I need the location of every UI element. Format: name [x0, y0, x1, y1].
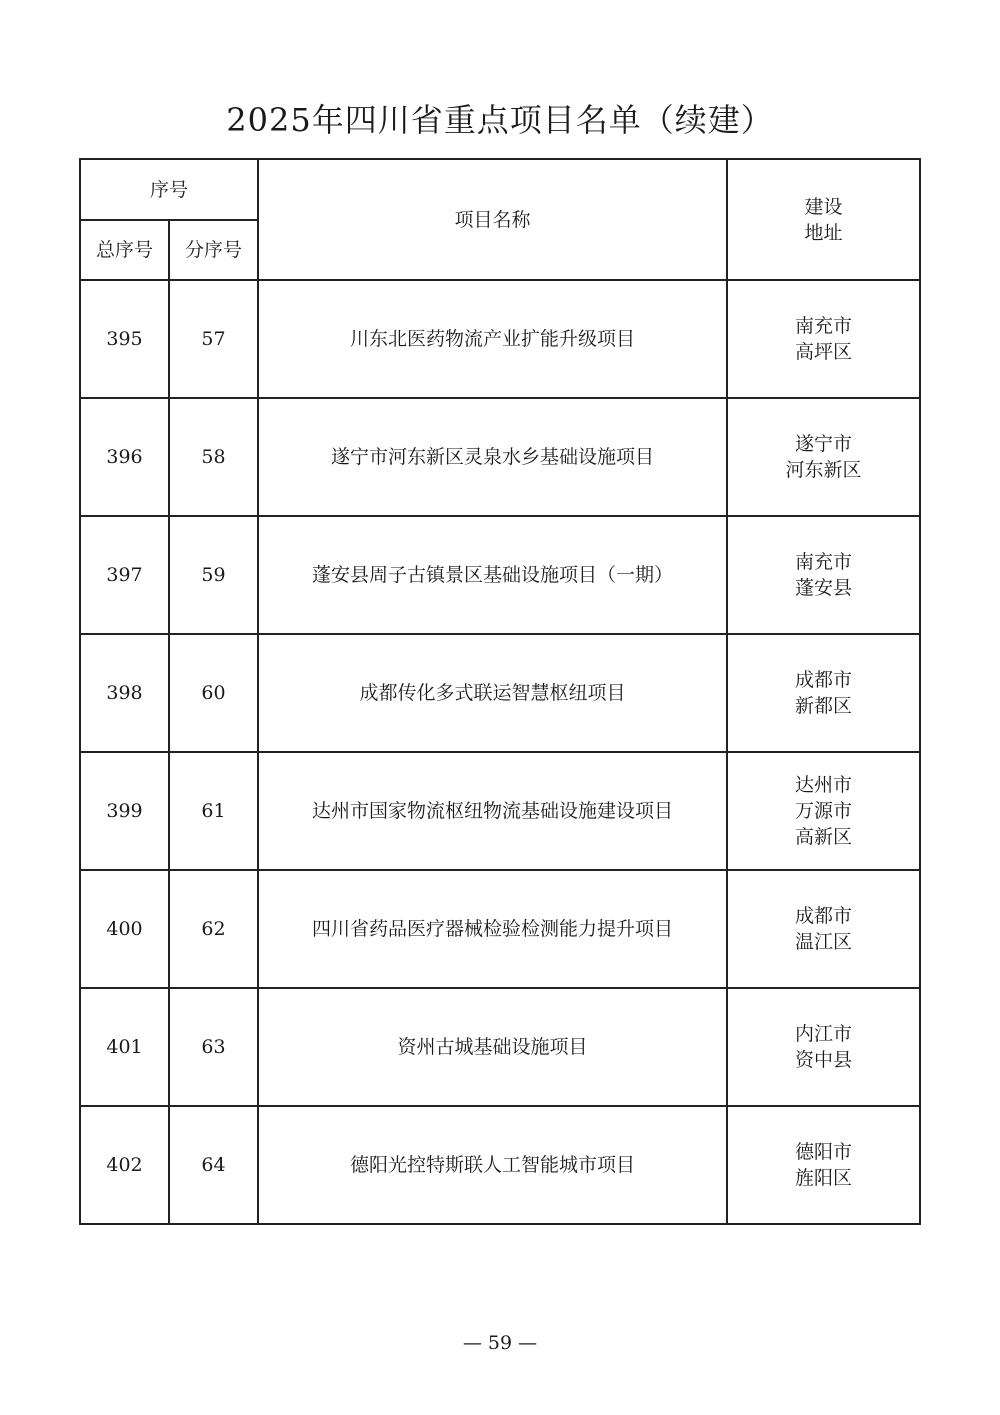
table-row [80, 752, 920, 870]
sub-seq-cell: 60 [169, 634, 258, 752]
total-seq-cell: 402 [80, 1106, 169, 1224]
sub-seq-header: 分序号 [169, 220, 258, 280]
total-seq-cell: 396 [80, 398, 169, 516]
sub-seq-cell: 64 [169, 1106, 258, 1224]
total-seq-cell: 397 [80, 516, 169, 634]
total-seq-cell: 399 [80, 752, 169, 870]
total-seq-header: 总序号 [80, 220, 169, 280]
location-line: 遂宁市 [795, 433, 853, 455]
total-seq-cell: 395 [80, 280, 169, 398]
table-row [80, 870, 920, 988]
sub-seq-cell: 61 [169, 752, 258, 870]
table-row [80, 280, 920, 398]
table-row [80, 398, 920, 516]
location-line: 达州市 [795, 774, 853, 796]
location-line: 内江市 [795, 1023, 853, 1045]
sub-seq-cell: 57 [169, 280, 258, 398]
sub-seq-cell: 62 [169, 870, 258, 988]
table-row [80, 988, 920, 1106]
table-body [80, 280, 920, 1224]
seq-group-header: 序号 [80, 159, 258, 220]
location-cell [727, 752, 920, 870]
location-line: 成都市 [795, 905, 853, 927]
location-cell [727, 634, 920, 752]
location-line: 高新区 [795, 826, 853, 848]
project-name-cell: 川东北医药物流产业扩能升级项目 [258, 280, 727, 398]
location-line: 资中县 [795, 1049, 853, 1071]
table-row [80, 1106, 920, 1224]
table-row [80, 516, 920, 634]
location-cell [727, 988, 920, 1106]
projects-table [79, 158, 921, 1225]
project-name-cell: 遂宁市河东新区灵泉水乡基础设施项目 [258, 398, 727, 516]
location-line: 河东新区 [785, 459, 862, 481]
location-line: 南充市 [795, 551, 853, 573]
location-header-line-1: 建设 [804, 195, 843, 218]
location-line: 万源市 [795, 800, 853, 822]
project-name-cell: 成都传化多式联运智慧枢纽项目 [258, 634, 727, 752]
location-line: 高坪区 [795, 341, 853, 363]
total-seq-cell: 400 [80, 870, 169, 988]
project-name-cell: 四川省药品医疗器械检验检测能力提升项目 [258, 870, 727, 988]
project-name-header: 项目名称 [258, 159, 727, 280]
page-number: — 59 — [462, 1332, 538, 1354]
location-cell [727, 870, 920, 988]
sub-seq-cell: 59 [169, 516, 258, 634]
project-name-cell: 资州古城基础设施项目 [258, 988, 727, 1106]
table-row [80, 634, 920, 752]
location-line: 南充市 [795, 315, 853, 337]
location-line: 蓬安县 [795, 577, 853, 599]
project-name-cell: 达州市国家物流枢纽物流基础设施建设项目 [258, 752, 727, 870]
sub-seq-cell: 58 [169, 398, 258, 516]
location-header [727, 159, 920, 280]
project-name-cell: 蓬安县周子古镇景区基础设施项目（一期） [258, 516, 727, 634]
total-seq-cell: 398 [80, 634, 169, 752]
location-header-line-2: 地址 [804, 221, 843, 244]
location-line: 成都市 [795, 669, 853, 691]
project-name-cell: 德阳光控特斯联人工智能城市项目 [258, 1106, 727, 1224]
page-title: 2025年四川省重点项目名单（续建） [226, 101, 774, 139]
location-cell [727, 398, 920, 516]
header-row-1 [80, 159, 920, 220]
location-cell [727, 280, 920, 398]
location-cell [727, 516, 920, 634]
location-line: 新都区 [795, 695, 853, 717]
sub-seq-cell: 63 [169, 988, 258, 1106]
total-seq-cell: 401 [80, 988, 169, 1106]
location-line: 旌阳区 [795, 1167, 853, 1189]
location-line: 德阳市 [795, 1141, 853, 1163]
location-line: 温江区 [795, 931, 853, 953]
location-cell [727, 1106, 920, 1224]
